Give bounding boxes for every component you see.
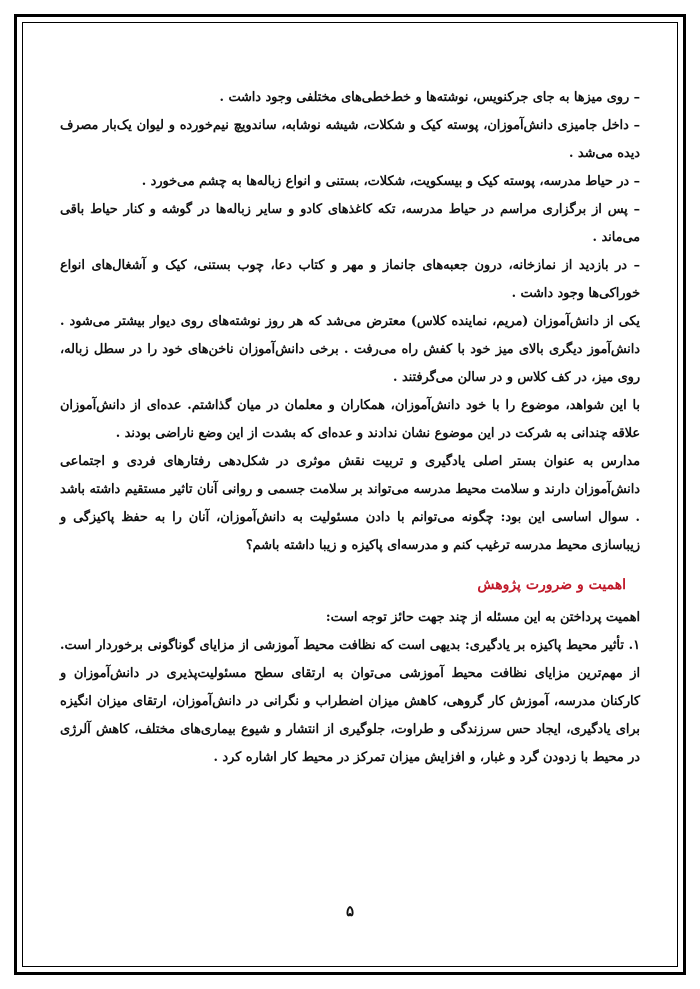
section-intro: اهمیت پرداختن به این مسئله از چند جهت حائز توجه است: <box>325 610 640 625</box>
bullet-item: – داخل جامیزی دانش‌آموزان، پوسته کیک و شکلات، شیشه نوشابه، ساندویچ نیم‌خورده و لیوان یک‌بار مصرف دیده می‌شد . <box>60 118 640 161</box>
body-paragraph: مدارس به عنوان بستر اصلی یادگیری و تربیت نقش موثری در شکل‌دهی رفتارهای فردی و اجتماعی دانش‌آموزان دارند و سلامت محیط مدرسه می‌تواند بر سلامت جسمی و روانی آنان تاثیر مستقیم داشته باشد . سوال اساسی این بود: چگونه می‌توانم با دادن مسئولیت به دانش‌آموزان، آنان را به حفظ پاکیزگی و زیباسازی محیط مدرسه ترغیب کنم و مدرسه‌ای پاکیزه و زیبا داشته باشم؟ <box>60 454 640 553</box>
section-paragraph: ۱. تأثیر محیط پاکیزه بر یادگیری: بدیهی است که نظافت محیط آموزشی از مزایای گوناگونی برخوردار است. از مهم‌ترین مزایای نظافت محیط آموزشی می‌توان به ارتقای سطح مسئولیت‌پذیری در دانش‌آموزان و کارکنان مدرسه، آموزش کار گروهی، کاهش میزان اضطراب و نگرانی در دانش‌آموزان، ارتقای میزان انگیزه برای یادگیری، ایجاد حس سرزندگی و طراوت، جلوگیری از انتشار و شیوع بیماری‌های مختلف، کاهش آلرژی در محیط با زدودن گرد و غبار، و افزایش میزان تمرکز در محیط کار اشاره کرد . <box>60 638 640 765</box>
body-paragraph: با این شواهد، موضوع را با خود دانش‌آموزان، همکاران و معلمان در میان گذاشتم. عده‌ای از دانش‌آموزان علاقه چندانی به شرکت در این موضوع نشان ندادند و عده‌ای که بشدت از این وضع ناراضی بودند . <box>60 398 640 441</box>
bullet-item: – روی میزها به جای جرکنویس، نوشته‌ها و خط‌خطی‌های مختلفی وجود داشت . <box>219 90 640 105</box>
body-paragraph: یکی از دانش‌آموزان (مریم، نماینده کلاس) معترض می‌شد که هر روز نوشته‌های روی دیوار بیشتر می‌شود . دانش‌آموز دیگری بالای میز خود با کفش راه می‌رفت . برخی دانش‌آموزان ناخن‌های خود را در سطل زباله، روی میز، در کف کلاس و در سالن می‌گرفتند . <box>60 314 640 385</box>
bullet-item: – در حیاط مدرسه، پوسته کیک و بیسکویت، شکلات، بستنی و انواع زباله‌ها به چشم می‌خورد . <box>141 174 640 189</box>
page-number: ۵ <box>345 902 355 920</box>
bullet-item: – پس از برگزاری مراسم در حیاط مدرسه، تکه کاغذهای کادو و سایر زباله‌ها در گوشه و کنار حیاط باقی می‌ماند . <box>60 202 640 245</box>
section-heading: اهمیت و ضرورت پژوهش <box>477 577 626 593</box>
bullet-item: – در بازدید از نمازخانه، درون جعبه‌های جانماز و مهر و کتاب دعا، چوب بستنی، کیک و آشغال‌های انواع خوراکی‌ها وجود داشت . <box>60 258 640 301</box>
document-body <box>60 84 640 772</box>
